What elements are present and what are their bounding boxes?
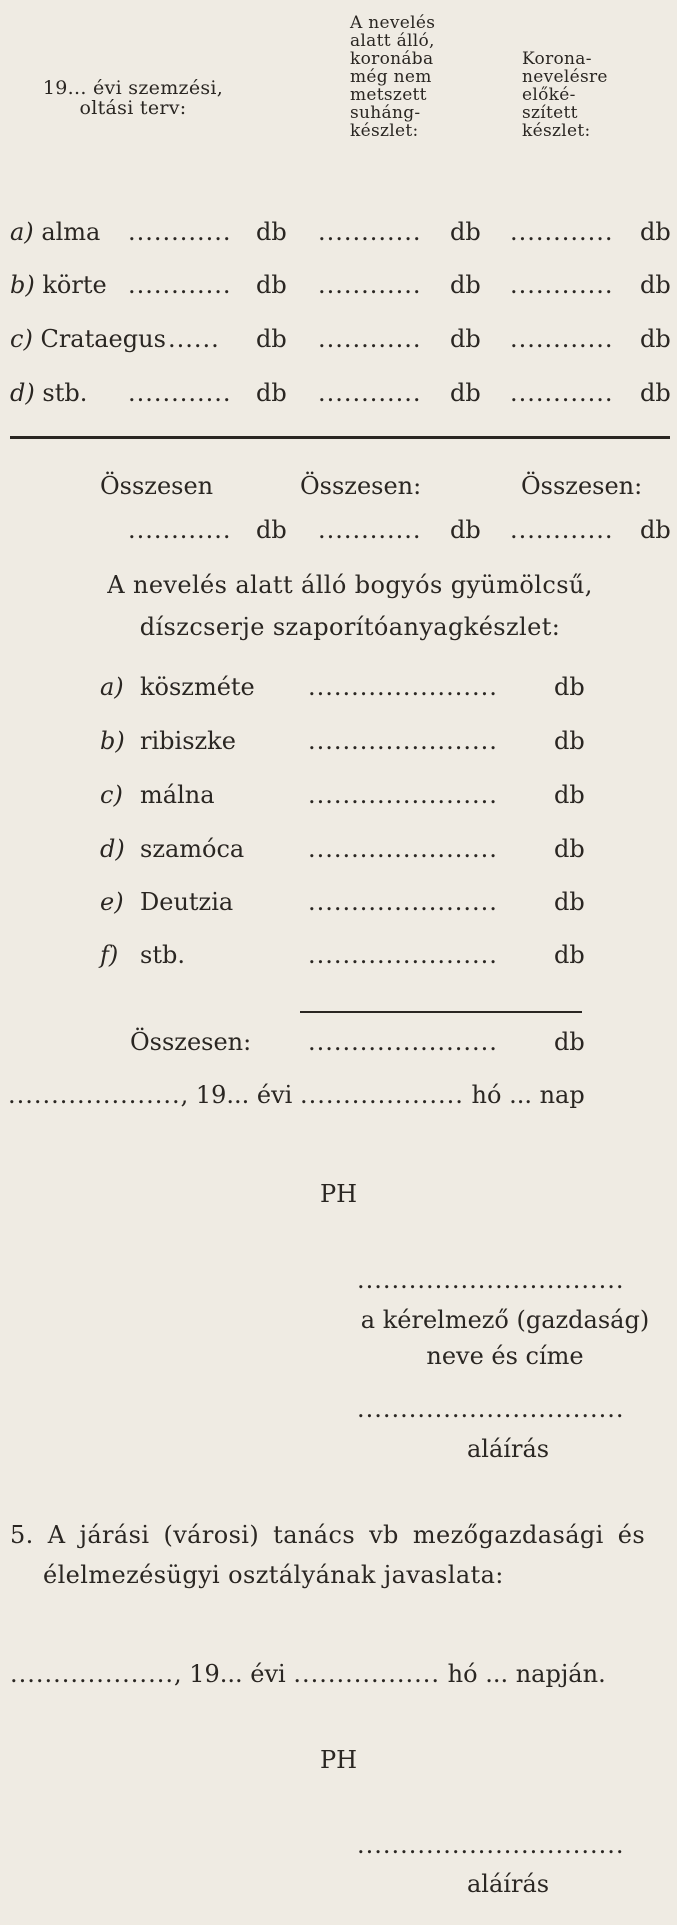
row-letter: b) <box>10 271 35 299</box>
row-unit-2: db <box>450 271 481 299</box>
applicant-line-1: a kérelmező (gazdaság) <box>360 1306 650 1334</box>
row-unit-3: db <box>640 379 671 407</box>
date-line-1 <box>8 1081 585 1109</box>
berry-name: Deutzia <box>140 888 234 916</box>
berry-unit: db <box>554 888 585 916</box>
day-text-1: hó ... nap <box>463 1081 585 1109</box>
row-dots-3: ............ <box>510 325 614 353</box>
ph-stamp-1: PH <box>320 1180 358 1208</box>
year-text-2: , 19... évi <box>173 1660 294 1688</box>
applicant-signature-dots: ............................... <box>357 1395 625 1423</box>
berry-name: köszméte <box>140 673 255 701</box>
berry-divider-rule <box>300 1011 582 1013</box>
col3-line: előké- <box>522 85 576 105</box>
berry-letter: d) <box>100 835 125 863</box>
section-5-line-1: 5. A járási (városi) tanács vb mezőgazdasági és <box>10 1521 646 1549</box>
day-text-2: hó ... napján. <box>440 1660 606 1688</box>
column-header-unpruned-stock <box>350 14 435 140</box>
applicant-dots: ............................... <box>357 1266 625 1294</box>
row-dots-3: ............ <box>510 271 614 299</box>
row-letter: a) <box>10 218 34 246</box>
row-unit-2: db <box>450 218 481 246</box>
berry-letter: f) <box>100 941 119 969</box>
berry-section-title <box>70 570 630 642</box>
total-label-2: Összesen: <box>300 472 422 500</box>
total-unit-1: db <box>256 516 287 544</box>
col2-line: készlet: <box>350 121 419 141</box>
row-dots-2: ............ <box>318 271 422 299</box>
berry-total-unit: db <box>554 1028 585 1056</box>
berry-letter: c) <box>100 781 123 809</box>
total-dots-1: ............ <box>128 516 232 544</box>
berry-dots: ...................... <box>308 941 498 969</box>
berry-letter: e) <box>100 888 124 916</box>
row-unit: db <box>256 218 287 246</box>
row-dots-2: ............ <box>318 325 422 353</box>
berry-unit: db <box>554 727 585 755</box>
applicant-label <box>340 1306 670 1370</box>
place-field-2: ................... <box>10 1660 174 1688</box>
row-dots: ............ <box>128 271 232 299</box>
col2-line: metszett <box>350 85 427 105</box>
plan-label-line-2: oltási terv: <box>79 97 187 119</box>
row-name: Crataegus <box>40 325 166 353</box>
col3-line: szített <box>522 103 578 123</box>
plan-label-line-1: 19... évi szemzési, <box>42 77 224 99</box>
row-dots: ............ <box>128 379 232 407</box>
row-unit: db <box>256 271 287 299</box>
divider-rule <box>10 436 670 439</box>
col2-line: alatt álló, <box>350 31 435 51</box>
col2-line: suháng- <box>350 103 421 123</box>
total-unit-2: db <box>450 516 481 544</box>
month-field-2: ................. <box>293 1660 441 1688</box>
col3-line: Korona- <box>522 49 592 69</box>
row-letter: c) <box>10 325 33 353</box>
berry-dots: ...................... <box>308 888 498 916</box>
row-unit-3: db <box>640 325 671 353</box>
row-dots: ............ <box>128 218 232 246</box>
berry-dots: ...................... <box>308 835 498 863</box>
total-dots-2: ............ <box>318 516 422 544</box>
ph-stamp-2: PH <box>320 1746 358 1774</box>
row-name: stb. <box>42 379 88 407</box>
date-line-2 <box>10 1660 606 1688</box>
row-unit-2: db <box>450 379 481 407</box>
col3-line: készlet: <box>522 121 591 141</box>
column-header-crown-stock <box>522 50 608 140</box>
row-name: alma <box>41 218 101 246</box>
year-text-1: , 19... évi <box>180 1081 300 1109</box>
row-unit: db <box>256 379 287 407</box>
total-dots-3: ............ <box>510 516 614 544</box>
col2-line: még nem <box>350 67 432 87</box>
berry-unit: db <box>554 941 585 969</box>
berry-dots: ...................... <box>308 727 498 755</box>
section-5-heading <box>10 1520 645 1590</box>
col3-line: nevelésre <box>522 67 608 87</box>
berry-dots: ...................... <box>308 673 498 701</box>
month-field-1: ................... <box>299 1081 464 1109</box>
berry-name: stb. <box>140 941 185 969</box>
row-unit-2: db <box>450 325 481 353</box>
applicant-signature-label: aláírás <box>467 1435 550 1463</box>
total-unit-3: db <box>640 516 671 544</box>
berry-dots: ...................... <box>308 781 498 809</box>
berry-name: málna <box>140 781 215 809</box>
berry-unit: db <box>554 835 585 863</box>
total-label-3: Összesen: <box>521 472 643 500</box>
row-unit-3: db <box>640 271 671 299</box>
row-dots-2: ............ <box>318 218 422 246</box>
berry-name: szamóca <box>140 835 245 863</box>
section-5-line-2: élelmezésügyi osztályának javaslata: <box>43 1561 504 1589</box>
row-letter: d) <box>10 379 35 407</box>
row-name: körte <box>42 271 107 299</box>
applicant-line-2: neve és címe <box>426 1342 584 1370</box>
berry-name: ribiszke <box>140 727 236 755</box>
row-dots-3: ............ <box>510 379 614 407</box>
berry-letter: b) <box>100 727 125 755</box>
row-dots-2: ............ <box>318 379 422 407</box>
berry-total-label: Összesen: <box>130 1028 252 1056</box>
row-dots: ...... <box>168 325 220 353</box>
signature-2-dots: ............................... <box>357 1831 625 1859</box>
berry-letter: a) <box>100 673 124 701</box>
berry-title-line-2: díszcserje szaporítóanyagkészlet: <box>139 613 561 641</box>
place-field-1: .................... <box>8 1081 181 1109</box>
plan-label <box>8 78 258 118</box>
berry-title-line-1: A nevelés alatt álló bogyós gyümölcsű, <box>107 571 593 599</box>
row-unit: db <box>256 325 287 353</box>
signature-2-label: aláírás <box>467 1870 550 1898</box>
berry-total-dots: ...................... <box>308 1028 498 1056</box>
col2-line: koronába <box>350 49 434 69</box>
berry-unit: db <box>554 781 585 809</box>
row-unit-3: db <box>640 218 671 246</box>
col2-line: A nevelés <box>350 13 436 33</box>
berry-unit: db <box>554 673 585 701</box>
row-dots-3: ............ <box>510 218 614 246</box>
total-label-1: Összesen <box>100 472 214 500</box>
